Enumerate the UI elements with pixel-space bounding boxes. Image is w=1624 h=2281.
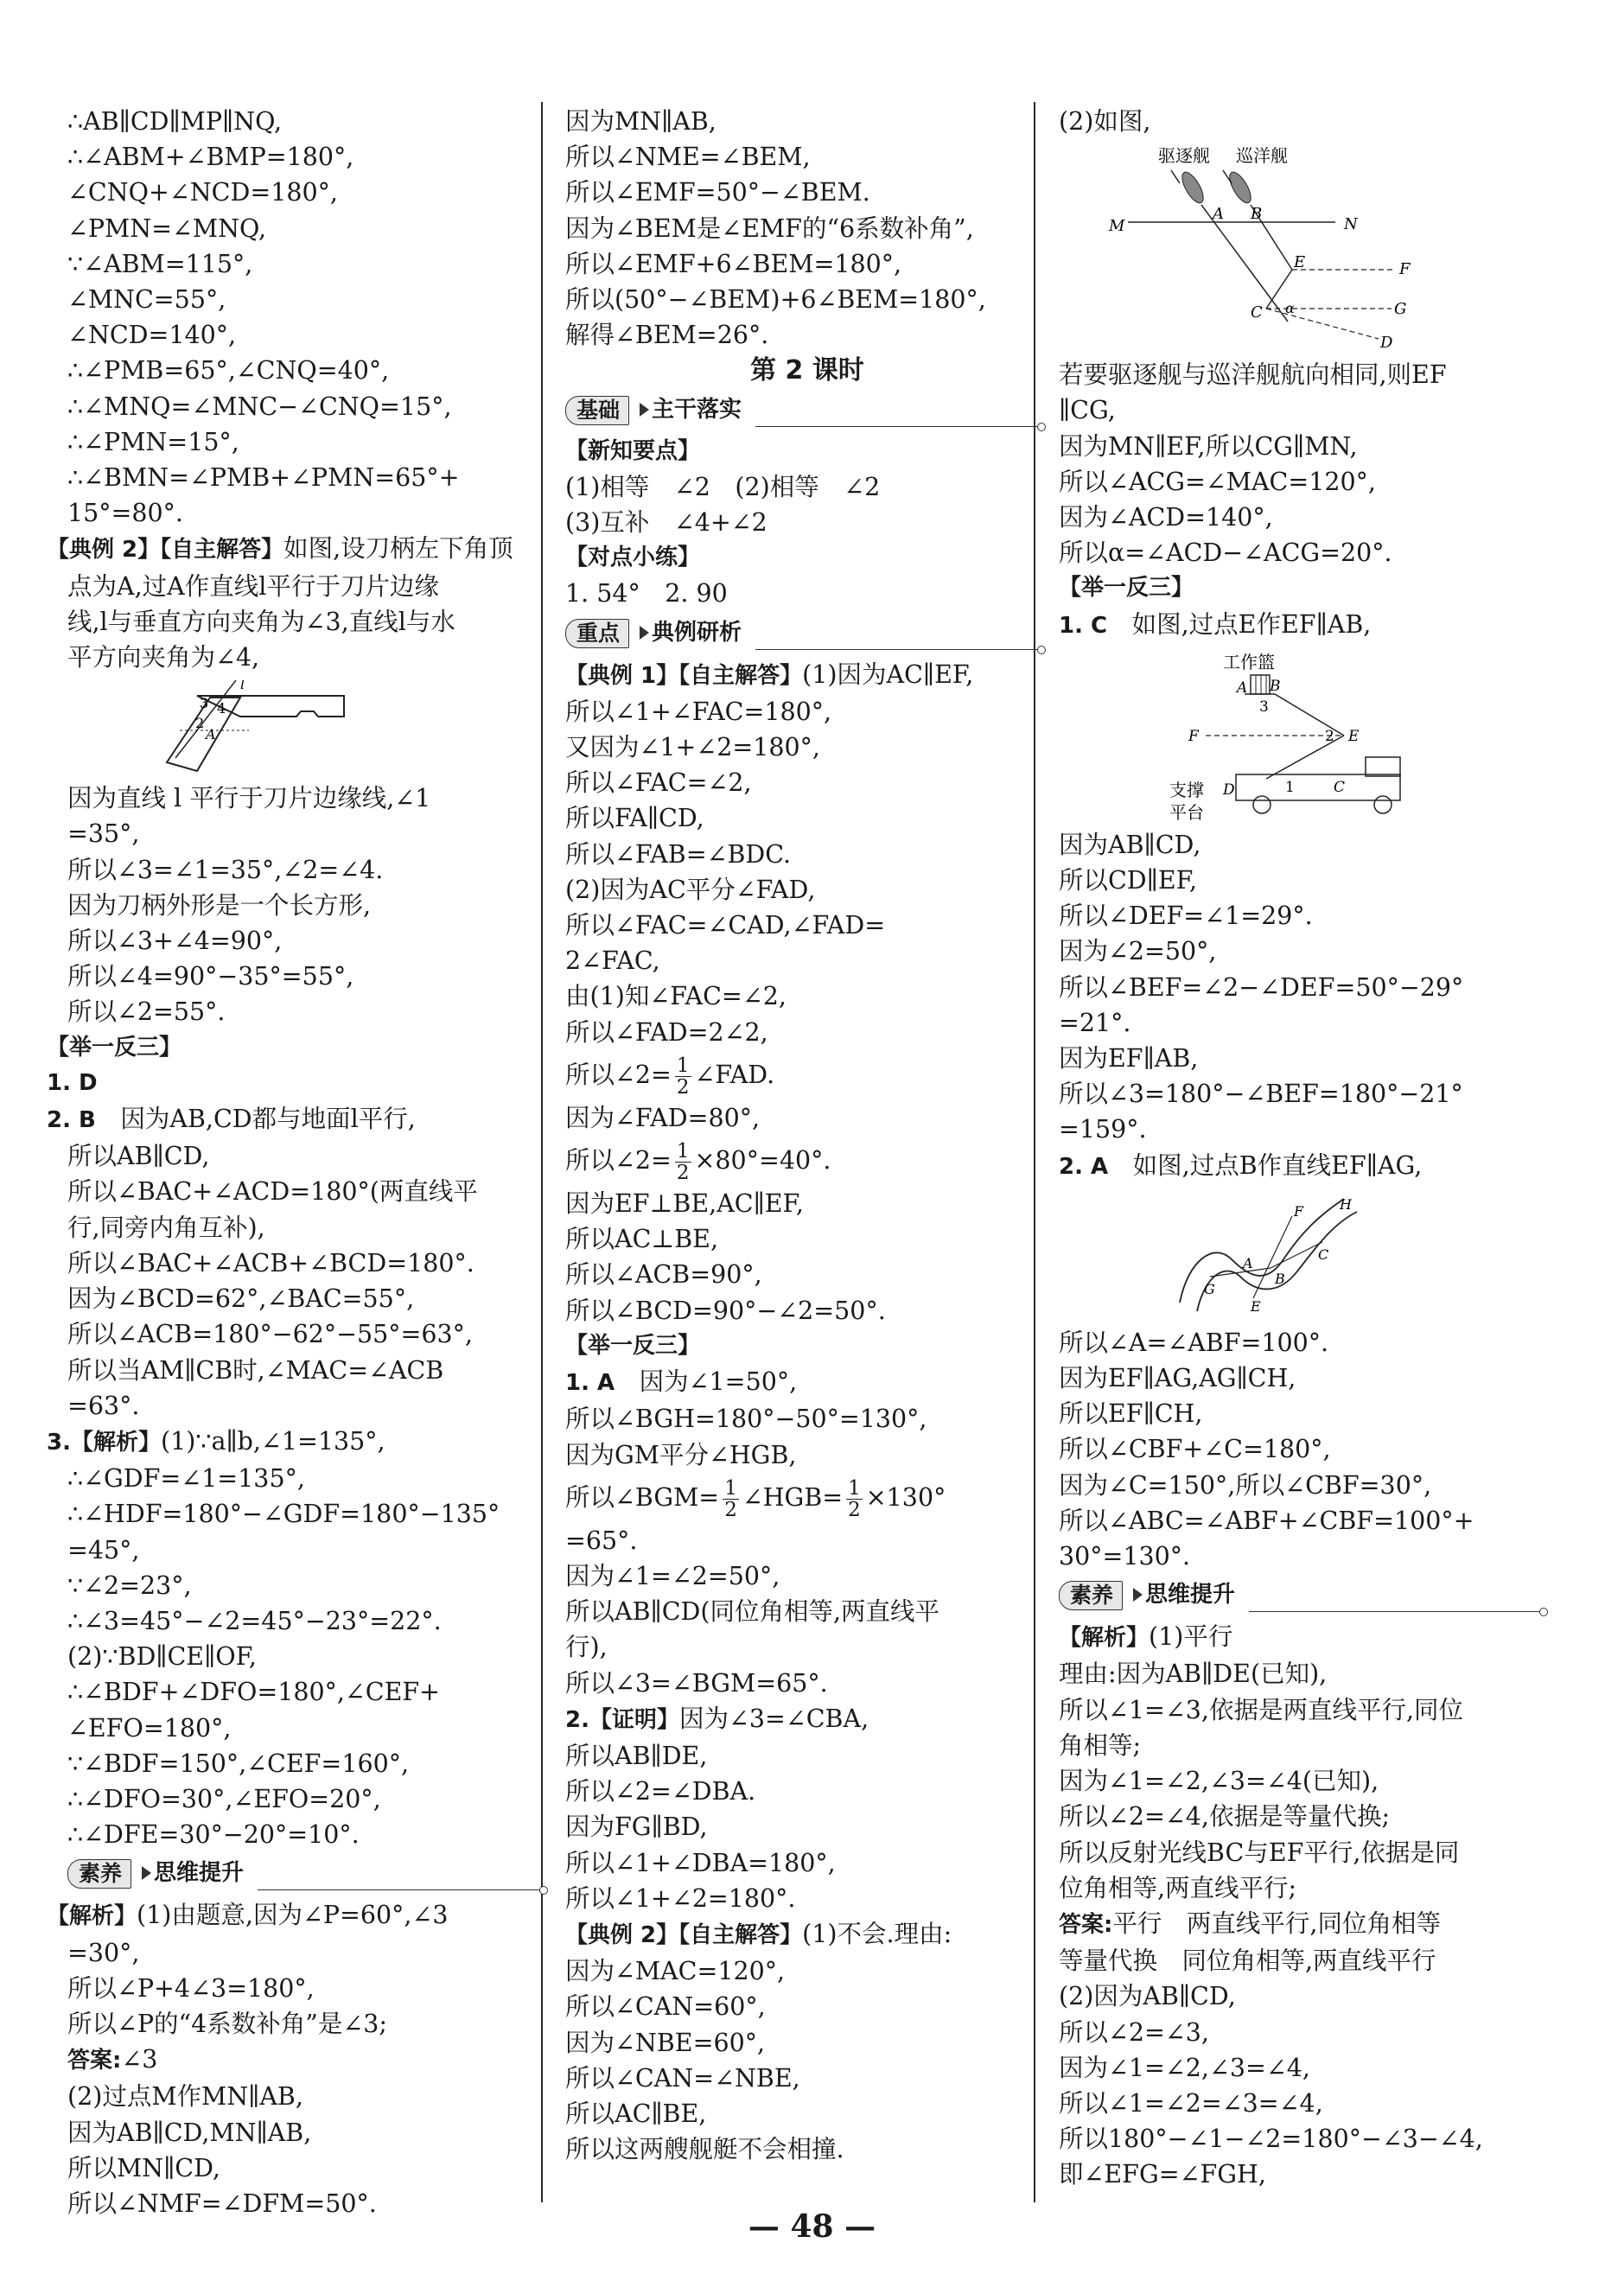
text-line: =45°, (67, 1535, 140, 1564)
fig-label: 3 (200, 695, 209, 712)
analysis-line (47, 1897, 551, 1934)
knife-figure (67, 680, 551, 775)
text-line: 所以∠3=180°−∠BEF=180°−21° (1059, 1080, 1463, 1109)
fraction-numerator: 1 (676, 1140, 690, 1163)
fraction-denominator: 2 (848, 1498, 861, 1521)
fig-label: 2 (195, 715, 205, 732)
text-line: 所以∠1+∠FAC=180°, (565, 697, 832, 726)
section-heading: 【新知要点】 (565, 437, 701, 464)
text-line: 所以∠FAC=∠CAD,∠FAD= (565, 911, 886, 940)
text-line: ∵∠BDF=150°,∠CEF=160°, (67, 1749, 410, 1778)
text-line: 所以∠BGH=180°−50°=130°, (565, 1405, 927, 1434)
section-heading: 【举一反三】 (47, 1034, 182, 1061)
fraction-denominator: 2 (676, 1162, 690, 1185)
fig-label: H (1340, 1195, 1352, 1213)
text-line: 所以AB∥DE, (565, 1741, 708, 1770)
text-line: 所以∠ACG=∠MAC=120°, (1059, 467, 1376, 496)
text-line: 因为∠1=∠2,∠3=∠4(已知), (1059, 1767, 1379, 1796)
question-1-line (1059, 607, 1551, 644)
platform-diagram (1059, 649, 1422, 822)
text-line: (2)如图, (1059, 107, 1151, 136)
section-banner (67, 1856, 551, 1892)
fig-label: 驱逐舰 (1158, 145, 1210, 167)
lesson-title: 第 2 课时 (750, 355, 864, 386)
text-line: 因为AB∥CD, (1059, 830, 1201, 859)
text-line: ∴∠DFO=30°,∠EFO=20°, (67, 1784, 381, 1813)
text-line: 所以∠2=55°. (67, 997, 226, 1027)
text-line: 因为∠NBE=60°, (565, 2028, 766, 2057)
text-line: 所以∠FAB=∠BDC. (565, 839, 792, 869)
text-segment: 所以∠BGM= (565, 1482, 720, 1512)
text-line: 所以∠2=∠4,依据是等量代换; (1059, 1802, 1391, 1832)
text-line: ∴∠MNQ=∠MNC−∠CNQ=15°, (67, 392, 452, 421)
fig-label: 工作篮 (1223, 651, 1275, 672)
text-line: 所以∠FAD=2∠2, (565, 1017, 768, 1047)
fraction-line (565, 1050, 1049, 1100)
example-2-tag: 【典例 2】【自主解答】 (565, 1921, 803, 1948)
text-line: 理由:因为AB∥DE(已知), (1059, 1660, 1328, 1689)
text-line: 所以∠EMF=50°−∠BEM. (565, 178, 870, 207)
fraction-numerator: 1 (676, 1054, 690, 1077)
fig-label: 2 (1325, 727, 1334, 745)
text-line: 所以∠CAN=60°, (565, 1992, 766, 2022)
river-figure (1059, 1190, 1551, 1320)
banner-tag: 素养 (67, 1859, 131, 1889)
text-line: 所以∠BCD=90°−∠2=50°. (565, 1296, 886, 1325)
analysis-tag: 【解析】 (1059, 1625, 1150, 1652)
section-banner (565, 615, 1049, 652)
text-line: 因为EF∥AG,AG∥CH, (1059, 1364, 1296, 1393)
text-line: 所以∠2=∠DBA. (565, 1777, 756, 1806)
text-line: 所以反射光线BC与EF平行,依据是同 (1059, 1838, 1460, 1867)
question-number: 3.【解析】 (47, 1429, 161, 1456)
text-line: (2)因为AC平分∠FAD, (565, 875, 816, 904)
text-line: 30°=130°. (1059, 1542, 1191, 1571)
text-line: 若要驱逐舰与巡洋舰航向相同,则EF (1059, 360, 1447, 390)
banner-arrow-icon (640, 626, 649, 640)
section-heading: 【对点小练】 (565, 545, 701, 571)
section-heading: 【举一反三】 (1059, 575, 1194, 602)
text-segment: ×80°=40°. (694, 1146, 831, 1176)
text-line: ∴∠PMN=15°, (67, 427, 239, 456)
text-line: (2)过点M作MN∥AB, (67, 2082, 303, 2112)
text-line: 所以∠FAC=∠2, (565, 768, 752, 798)
text-line: 2∠FAC, (565, 946, 660, 976)
question-number: 1. C (1059, 612, 1108, 639)
example-2-line (565, 1916, 1049, 1953)
text-line: 因为∠3=∠CBA, (678, 1704, 869, 1733)
text-line: 又因为∠1+∠2=180°, (565, 733, 820, 762)
text-line: 行,同旁内角互补), (67, 1213, 265, 1242)
text-line: 行), (565, 1633, 608, 1662)
text-line: ∴∠ABM+∠BMP=180°, (67, 143, 354, 172)
fig-label: C (1251, 303, 1263, 322)
text-line: (3)互补 ∠4+∠2 (565, 508, 767, 538)
text-line: =63°. (67, 1391, 140, 1420)
fig-label: G (1394, 300, 1407, 319)
fig-label: C (1318, 1246, 1329, 1263)
banner-title: 思维提升 (1145, 1582, 1236, 1609)
text-line: 因为GM平分∠HGB, (565, 1440, 797, 1469)
text-line: 所以∠3+∠4=90°, (67, 927, 283, 956)
text-line: 所以当AM∥CB时,∠MAC=∠ACB (67, 1355, 444, 1385)
text-line: 所以AC⊥BE, (565, 1225, 718, 1254)
text-line: 所以∠P+4∠3=180°, (67, 1973, 315, 2003)
warship-diagram (1059, 144, 1422, 352)
text-line: 所以∠EMF+6∠BEM=180°, (565, 249, 902, 278)
banner-arrow-icon (640, 403, 649, 417)
text-line: 因为∠C=150°,所以∠CBF=30°, (1059, 1470, 1432, 1500)
analysis-tag: 【解析】 (47, 1903, 137, 1930)
text-line: ∥CG, (1059, 396, 1116, 425)
text-line: 因为FG∥BD, (565, 1813, 708, 1842)
question-3-line (47, 1424, 551, 1461)
question-1-line (565, 1364, 1049, 1401)
text-line: (1)相等 ∠2 (2)相等 ∠2 (565, 472, 881, 501)
banner-rule (755, 426, 1041, 427)
text-line: 所以∠4=90°−35°=55°, (67, 962, 354, 991)
text-line: 所以180°−∠1−∠2=180°−∠3−∠4, (1059, 2125, 1483, 2154)
text-line: 位角相等,两直线平行; (1059, 1873, 1297, 1902)
text-line: 因为∠1=∠2=50°, (565, 1561, 780, 1590)
text-line: 所以∠BAC+∠ACD=180°(两直线平 (67, 1177, 478, 1207)
text-line: ∵∠ABM=115°, (67, 249, 253, 278)
banner-arrow-icon (142, 1866, 151, 1880)
fig-label: F (1188, 727, 1199, 745)
fig-label: D (1223, 781, 1235, 799)
fig-label: F (1294, 1202, 1304, 1220)
text-line: 所以∠DEF=∠1=29°. (1059, 902, 1313, 931)
text-line: ∠NCD=140°, (67, 321, 237, 350)
banner-dot-icon (1539, 1608, 1548, 1616)
section-banner (565, 392, 1049, 429)
text-line: 所以∠ABC=∠ABF+∠CBF=100°+ (1059, 1506, 1474, 1535)
text-line: ∠CNQ+∠NCD=180°, (67, 178, 338, 207)
question-2-line (1059, 1148, 1551, 1185)
text-line: 等量代换 同位角相等,两直线平行 (1059, 1946, 1436, 1976)
answer-label: 答案: (1059, 1911, 1113, 1938)
text-line: 1. 54° 2. 90 (565, 579, 728, 608)
banner-title: 主干落实 (652, 396, 742, 423)
text-line: 所以α=∠ACD−∠ACG=20°. (1059, 538, 1392, 568)
fig-label: B (1251, 205, 1263, 224)
fraction-one-half (723, 1478, 739, 1520)
text-line: ∵∠2=23°, (67, 1571, 192, 1600)
banner-rule (755, 649, 1041, 650)
answer-label: 答案: (67, 2048, 122, 2074)
text-line: 解得∠BEM=26°. (565, 321, 769, 350)
text-line: 所以(50°−∠BEM)+6∠BEM=180°, (565, 285, 986, 315)
text-line: 因为∠ACD=140°, (1059, 503, 1273, 532)
text-line: ∴∠PMB=65°,∠CNQ=40°, (67, 356, 390, 385)
text-line: 15°=80°. (67, 499, 183, 528)
warship-figure (1059, 144, 1551, 352)
text-line: 所以∠2=∠3, (1059, 2017, 1209, 2047)
fig-label: α (1285, 300, 1295, 317)
fraction-denominator: 2 (676, 1075, 690, 1099)
text-line: (2)因为AB∥CD, (1059, 1982, 1236, 2011)
text-line: ∴∠3=45°−∠2=45°−23°=22°. (67, 1606, 442, 1635)
text-line: 所以∠P的“4系数补角”是∠3; (67, 2009, 387, 2038)
text-line: 所以∠1=∠2=∠3=∠4, (1059, 2088, 1323, 2118)
text-line: 如图,过点E作EF∥AB, (1131, 609, 1372, 639)
text-line: 所以∠A=∠ABF=100°. (1059, 1328, 1329, 1357)
text-line: =159°. (1059, 1115, 1147, 1144)
example-1-line (565, 657, 1049, 694)
text-line: 线,l与垂直方向夹角为∠3,直线l与水 (67, 607, 455, 636)
text-line: 所以∠BEF=∠2−∠DEF=50°−29° (1059, 972, 1464, 1002)
text-line: 所以AC∥BE, (565, 2099, 707, 2128)
text-segment: 所以∠2= (565, 1060, 672, 1089)
text-line: 所以∠CAN=∠NBE, (565, 2063, 800, 2093)
fraction-numerator: 1 (724, 1476, 737, 1500)
fraction-one-half (846, 1478, 863, 1520)
banner-dot-icon (539, 1886, 548, 1895)
fig-label: B (1270, 677, 1281, 695)
text-line: 所以∠1+∠2=180°. (565, 1883, 796, 1913)
fraction-one-half (675, 1141, 691, 1183)
text-line: 所以AB∥CD, (67, 1142, 210, 1171)
text-line: 因为EF∥AB, (1059, 1044, 1199, 1074)
question-2-line (47, 1101, 551, 1138)
fig-label: 4 (217, 700, 226, 717)
text-line: (1)由题意,因为∠P=60°,∠3 (137, 1901, 449, 1930)
fig-label: A (1237, 679, 1248, 697)
text-line: 所以MN∥CD, (67, 2153, 220, 2182)
text-segment: ∠FAD. (694, 1060, 775, 1089)
banner-dot-icon (1037, 646, 1046, 654)
page-number: — 48 — (748, 2208, 876, 2245)
fig-label: A (206, 726, 216, 743)
fig-label: 1 (1285, 778, 1295, 796)
answer-value: ∠3 (121, 2045, 158, 2074)
text-line: ∴∠BDF+∠DFO=180°,∠CEF+ (67, 1678, 441, 1707)
fraction-one-half (675, 1055, 691, 1098)
text-line: 因为MN∥EF,所以CG∥MN, (1059, 431, 1358, 461)
text-line: 所以∠3=∠1=35°,∠2=∠4. (67, 855, 384, 884)
fraction-line (565, 1473, 1049, 1523)
question-2-line (565, 1701, 1049, 1738)
text-line: ∴∠HDF=180°−∠GDF=180°−135° (67, 1500, 500, 1529)
text-segment: 所以∠2= (565, 1146, 672, 1176)
banner-rule (1249, 1611, 1543, 1612)
banner-tag: 基础 (565, 396, 629, 425)
fig-label: F (1399, 260, 1411, 279)
banner-arrow-icon (1133, 1588, 1143, 1602)
example-2-tag: 【典例 2】【自主解答】 (47, 537, 284, 564)
text-line: (2)∵BD∥CE∥OF, (67, 1642, 257, 1672)
banner-title: 思维提升 (154, 1860, 245, 1887)
text-line: 因为∠MAC=120°, (565, 1957, 786, 1986)
fig-label: E (1348, 727, 1360, 745)
answer-line (67, 2042, 551, 2079)
text-line: 平方向夹角为∠4, (67, 643, 260, 672)
text-line: 所以∠NMF=∠DFM=50°. (67, 2189, 377, 2218)
text-line: (1)∵a∥b,∠1=135°, (160, 1426, 385, 1456)
example-2-line (47, 531, 551, 568)
text-line: ∠EFO=180°, (67, 1713, 232, 1743)
text-line: =30°, (67, 1938, 140, 1967)
text-line: 所以∠ACB=180°−62°−55°=63°, (67, 1320, 473, 1349)
fig-label: 支撑 (1169, 779, 1204, 800)
text-line: 因为∠2=50°, (1059, 937, 1217, 966)
text-line: 所以CD∥EF, (1059, 866, 1198, 895)
text-line: 所以∠BAC+∠ACB+∠BCD=180°. (67, 1248, 474, 1277)
text-line: 因为∠FAD=80°, (565, 1103, 761, 1132)
text-line: ∴AB∥CD∥MP∥NQ, (67, 107, 283, 136)
text-line: ∴∠BMN=∠PMB+∠PMN=65°+ (67, 463, 460, 493)
text-line: 因为∠BCD=62°,∠BAC=55°, (67, 1284, 415, 1314)
column-3 (1059, 104, 1551, 2193)
example-1-tag: 【典例 1】【自主解答】 (565, 662, 803, 689)
banner-tag: 重点 (565, 619, 629, 648)
text-line: 所以FA∥CD, (565, 804, 704, 833)
text-segment: ∠HGB= (742, 1482, 844, 1512)
fig-label: G (1204, 1280, 1215, 1297)
text-line: =65°. (565, 1526, 638, 1555)
text-line: 角相等; (1059, 1730, 1142, 1760)
fraction-line (565, 1136, 1049, 1186)
section-heading: 【举一反三】 (565, 1332, 701, 1359)
column-1 (47, 104, 551, 2221)
fig-label: A (1243, 1254, 1253, 1271)
knife-diagram (67, 680, 379, 775)
text-line: =35°, (67, 819, 140, 849)
text-line: 如图,过点B作直线EF∥AG, (1132, 1150, 1423, 1180)
text-segment: ×130° (865, 1482, 946, 1512)
text-line: 所以AB∥CD(同位角相等,两直线平 (565, 1597, 940, 1627)
river-diagram (1059, 1190, 1422, 1320)
text-line: 所以∠CBF+∠C=180°, (1059, 1435, 1331, 1464)
fig-label: B (1275, 1270, 1285, 1287)
text-line: 因为EF⊥BE,AC∥EF, (565, 1189, 804, 1219)
text-line: 因为∠1=50°, (639, 1367, 798, 1397)
fraction-denominator: 2 (724, 1498, 737, 1521)
banner-dot-icon (1037, 423, 1046, 431)
analysis-line (1059, 1619, 1551, 1656)
fig-label: M (1109, 217, 1125, 236)
section-banner (1059, 1577, 1551, 1614)
answer-line (1059, 1906, 1551, 1943)
question-number: 2. A (1059, 1153, 1109, 1180)
fig-label: E (1251, 1297, 1261, 1315)
fraction-numerator: 1 (848, 1476, 861, 1500)
text-line: 所以∠NME=∠BEM, (565, 143, 811, 172)
answer-value: 平行 两直线平行,同位角相等 (1112, 1908, 1441, 1938)
banner-rule (258, 1889, 543, 1890)
text-line: =21°. (1059, 1008, 1131, 1037)
text-line: 所以EF∥CH, (1059, 1399, 1203, 1429)
text-line: 所以这两艘舰艇不会相撞. (565, 2135, 844, 2164)
text-line: 所以∠ACB=90°, (565, 1260, 762, 1290)
answer-1: 1. D (47, 1069, 98, 1096)
text-line: 因为AB,CD都与地面l平行, (120, 1105, 416, 1134)
text-line: 因为刀柄外形是一个长方形, (67, 890, 372, 920)
text-line: 所以∠1=∠3,依据是两直线平行,同位 (1059, 1695, 1464, 1724)
text-line: 如图,设刀柄左下角顶 (283, 534, 513, 564)
platform-figure (1059, 649, 1551, 822)
text-line: 因为MN∥AB, (565, 107, 716, 136)
text-line: 所以∠1+∠DBA=180°, (565, 1848, 836, 1877)
text-line: (1)平行 (1149, 1622, 1233, 1652)
banner-tag: 素养 (1059, 1581, 1123, 1610)
fig-label: C (1334, 778, 1346, 796)
text-line: 所以∠3=∠BGM=65°. (565, 1668, 828, 1698)
text-line: 因为直线 l 平行于刀片边缘线,∠1 (67, 784, 431, 813)
column-2 (565, 104, 1049, 2167)
fig-label: 平台 (1169, 801, 1204, 822)
fig-label: E (1294, 253, 1306, 272)
fig-label: A (1213, 205, 1224, 224)
fig-label: D (1380, 334, 1393, 353)
text-line: 点为A,过A作直线l平行于刀片边缘 (67, 571, 439, 601)
fig-label: N (1344, 215, 1358, 234)
banner-title: 典例研析 (652, 619, 742, 646)
col1-lines-a (67, 104, 551, 531)
fig-label: 巡洋舰 (1236, 145, 1288, 167)
text-line: 即∠EFG=∠FGH, (1059, 2160, 1266, 2189)
text-line: 因为∠1=∠2,∠3=∠4, (1059, 2053, 1310, 2082)
text-line: ∠MNC=55°, (67, 285, 226, 315)
text-line: ∴∠GDF=∠1=135°, (67, 1464, 305, 1494)
text-line: ∠PMN=∠MNQ, (67, 213, 267, 243)
text-line: 由(1)知∠FAC=∠2, (565, 982, 787, 1011)
fig-label: 3 (1259, 698, 1269, 716)
text-line: 因为AB∥CD,MN∥AB, (67, 2118, 312, 2147)
question-number: 2.【证明】 (565, 1706, 679, 1733)
question-number: 2. B (47, 1107, 96, 1134)
text-line: (1)因为AC∥EF, (802, 659, 974, 689)
text-line: (1)不会.理由: (802, 1919, 952, 1948)
question-number: 1. A (565, 1370, 615, 1397)
text-line: ∴∠DFE=30°−20°=10°. (67, 1820, 360, 1850)
fig-label: l (240, 680, 245, 693)
text-line: 因为∠BEM是∠EMF的“6系数补角”, (565, 213, 974, 243)
